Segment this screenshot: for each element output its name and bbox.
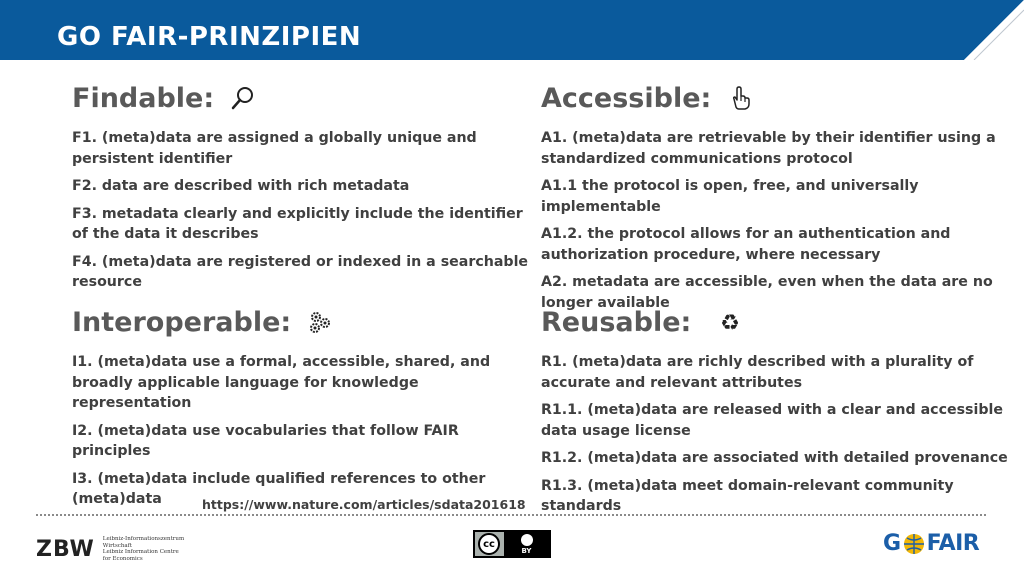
globe-icon	[902, 532, 926, 556]
section-findable	[72, 80, 542, 300]
list-item: F4. (meta)data are registered or indexed in a searchable resource	[72, 253, 529, 290]
section-interoperable	[72, 304, 542, 517]
section-title: Interoperable:	[72, 306, 292, 338]
recycle-icon	[717, 309, 743, 335]
gofair-letter-g: G	[883, 531, 901, 556]
magnifier-icon	[230, 85, 256, 111]
header-bar	[0, 0, 1024, 60]
list-item: A1.2. the protocol allows for an authentication and authorization procedure, where necessary	[541, 226, 951, 263]
list-item: A2. metadata are accessible, even when the data are no longer available	[541, 274, 993, 311]
source-link[interactable]: https://www.nature.com/articles/sdata201618	[202, 497, 526, 512]
list-item: R1. (meta)data are richly described with a plurality of accurate and relevant attributes	[541, 354, 974, 391]
list-item: F1. (meta)data are assigned a globally unique and persistent identifier	[72, 130, 477, 167]
gears-icon	[307, 309, 333, 335]
cc-icon: cc	[478, 533, 500, 555]
section-title: Findable:	[72, 82, 215, 114]
svg-text:♻: ♻	[720, 311, 741, 335]
zbw-caption: Leibniz-Informationszentrum Wirtschaft Leibniz Information Centre for Economics	[102, 536, 185, 562]
zbw-logo	[36, 536, 184, 562]
gofair-logo	[883, 531, 979, 556]
list-item: I3. (meta)data include qualified references to other (meta)data	[72, 470, 486, 507]
page-title: GO FAIR-PRINZIPIEN	[57, 22, 362, 52]
list-item: A1.1 the protocol is open, free, and universally implementable	[541, 178, 919, 215]
section-accessible	[541, 80, 1011, 320]
list-item: F3. metadata clearly and explicitly include the identifier of the data it describes	[72, 205, 523, 242]
by-icon: BY	[504, 532, 549, 556]
section-title: Accessible:	[541, 82, 712, 114]
list-item: R1.3. (meta)data meet domain-relevant community standards	[541, 477, 954, 514]
list-item: R1.1. (meta)data are released with a clear and accessible data usage license	[541, 402, 1004, 439]
pointing-hand-icon	[727, 85, 753, 111]
gofair-wordmark: FAIR	[926, 531, 980, 556]
divider	[36, 514, 986, 516]
list-item: I2. (meta)data use vocabularies that follow FAIR principles	[72, 422, 459, 459]
list-item: I1. (meta)data use a formal, accessible, shared, and broadly applicable language for knowledge representation	[72, 354, 491, 411]
list-item: F2. data are described with rich metadata	[72, 178, 410, 194]
section-reusable	[541, 304, 1011, 524]
list-item: A1. (meta)data are retrievable by their identifier using a standardized communications protocol	[541, 130, 996, 167]
section-title: Reusable:	[541, 306, 692, 338]
cc-by-license-badge[interactable]	[473, 530, 551, 558]
zbw-mark: ZBW	[36, 536, 95, 562]
list-item: R1.2. (meta)data are associated with detailed provenance	[541, 450, 1008, 466]
